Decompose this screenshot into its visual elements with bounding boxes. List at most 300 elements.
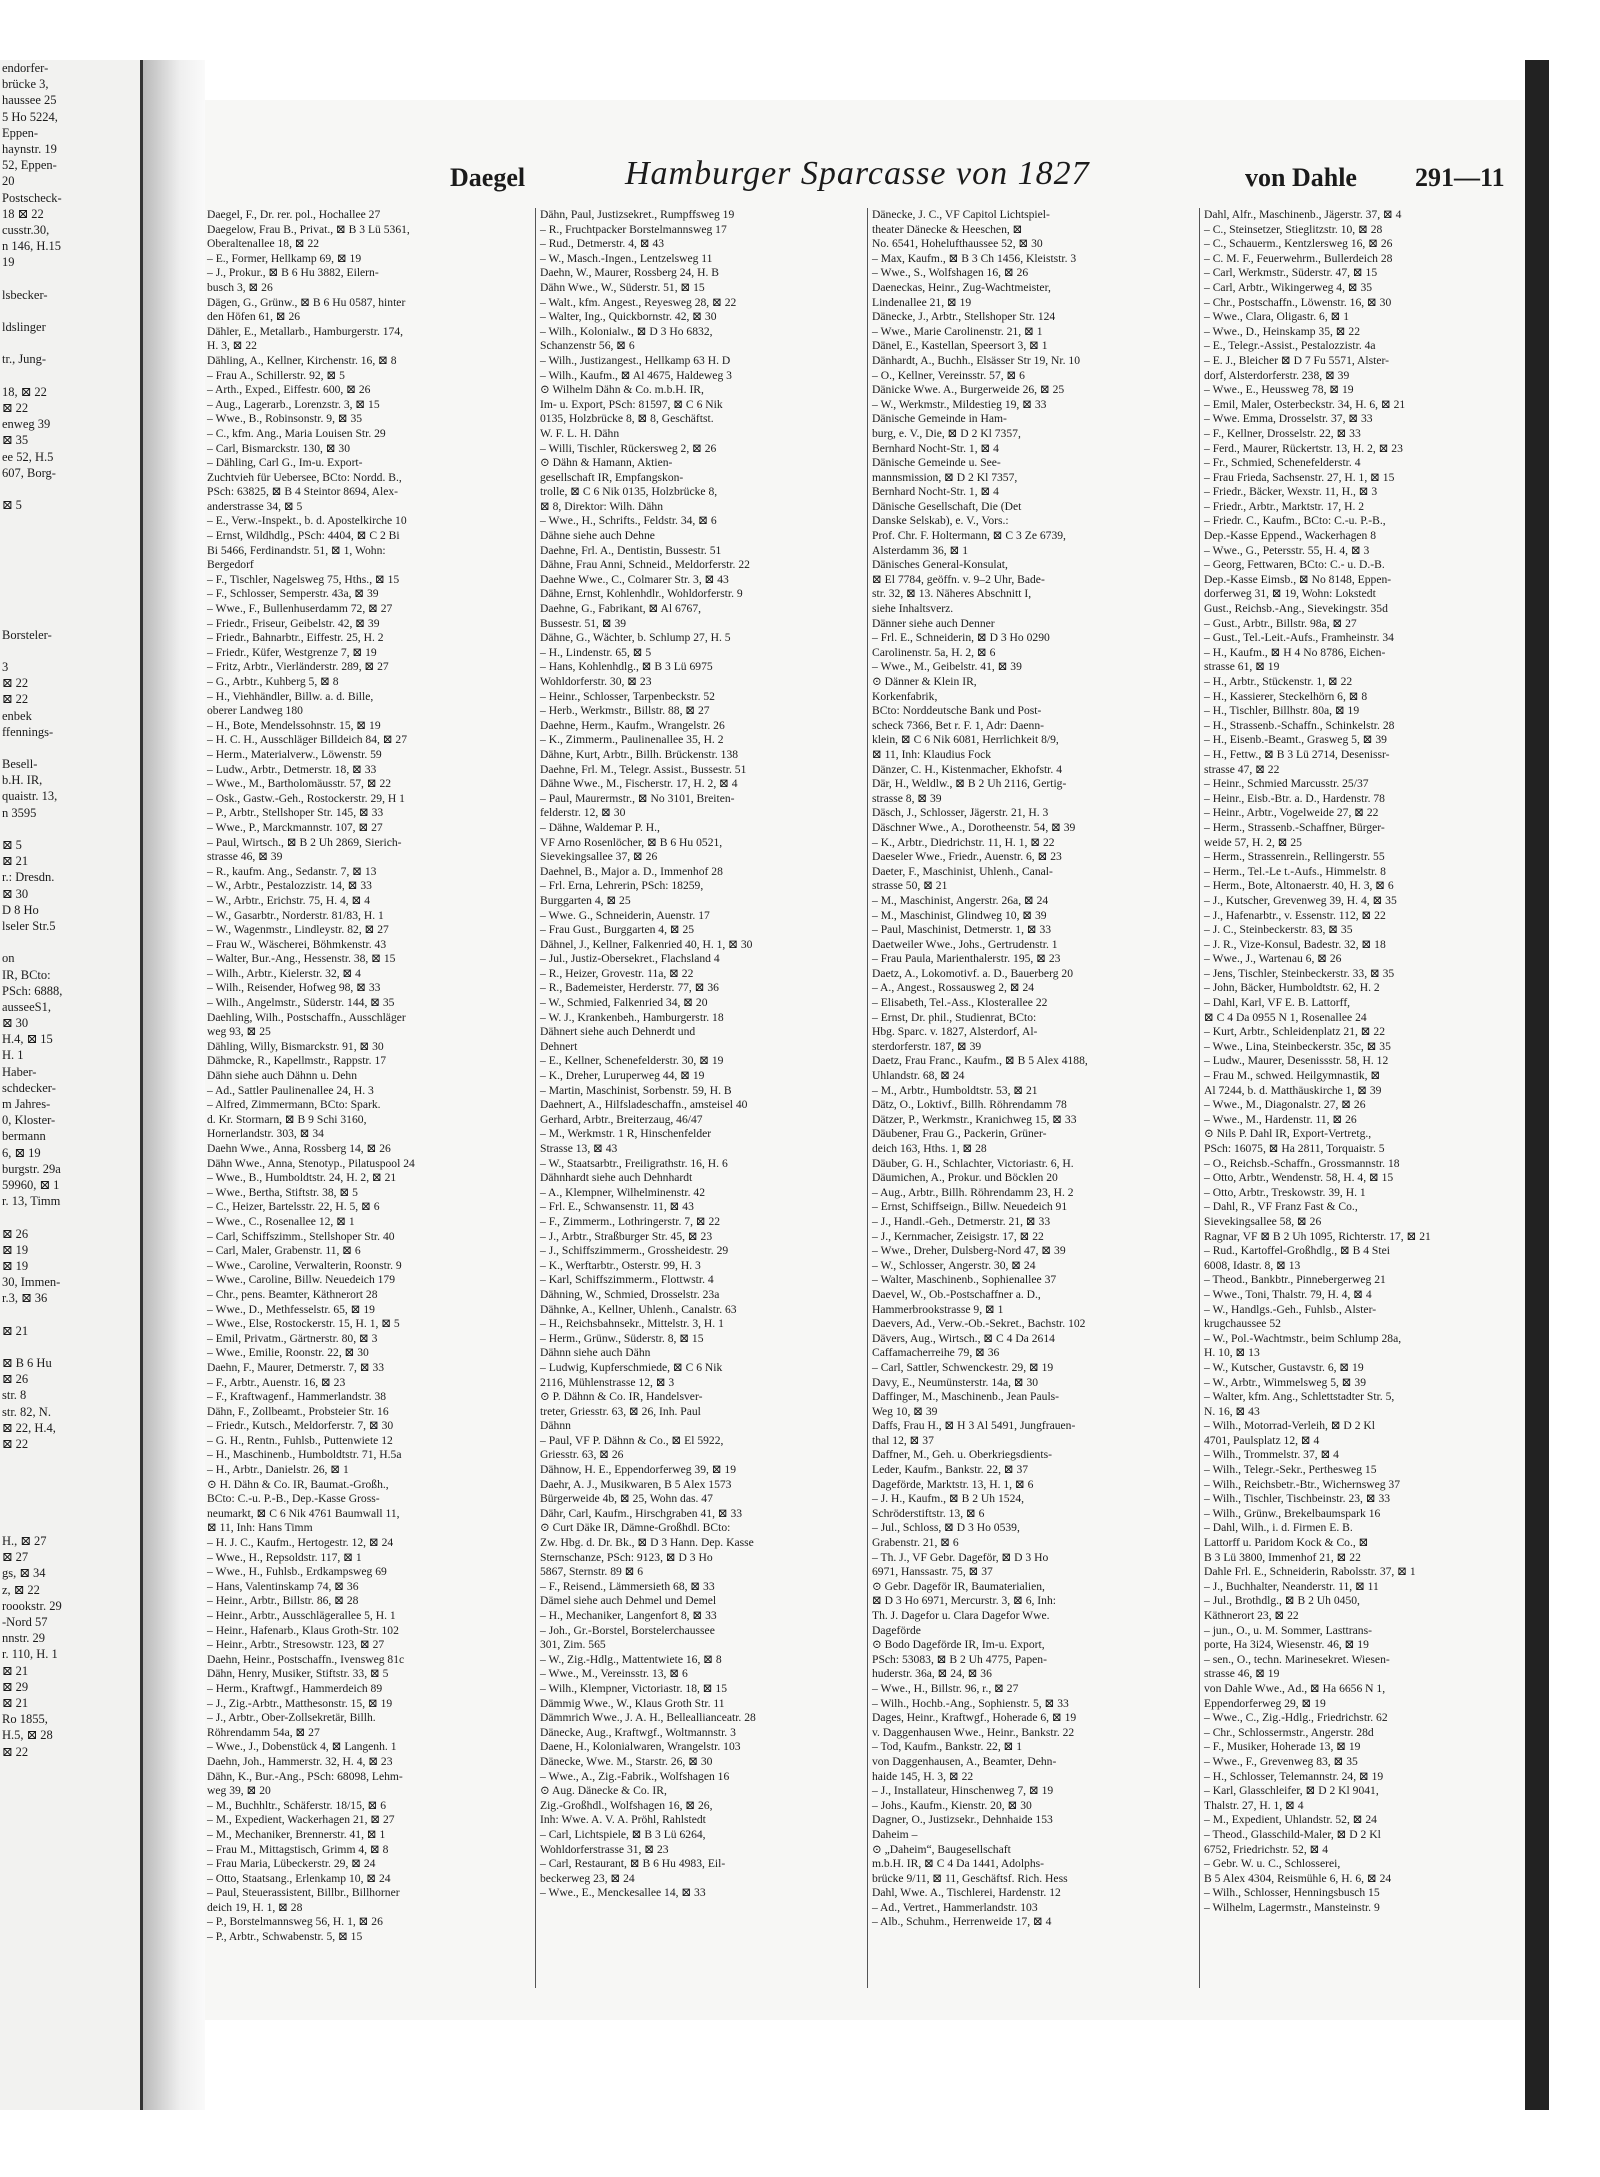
previous-page-fragment: H., ⊠ 27: [2, 1534, 47, 1549]
directory-entry-line: – H., Schlosser, Telemannstr. 24, ⊠ 19: [1204, 1769, 1384, 1783]
previous-page-fragment: lseler Str.5: [2, 918, 56, 933]
directory-entry-line: Dähnel, J., Kellner, Falkenried 40, H. 1, ⊠ 30: [540, 937, 753, 951]
directory-entry-line: scheck 7366, Bet r. F. 1, Adr: Daenn-: [872, 718, 1044, 732]
directory-entry-line: – Ludw., Maurer, Desenissstr. 58, H. 12: [1204, 1054, 1389, 1068]
previous-page-fragment: Postscheck-: [2, 190, 62, 205]
directory-entry-line: Uhlandstr. 68, ⊠ 24: [872, 1069, 965, 1083]
directory-entry-line: – Wilh., Schlosser, Henningsbusch 15: [1204, 1886, 1380, 1900]
directory-entry-line: – J., Handl.-Geh., Detmerstr. 21, ⊠ 33: [872, 1214, 1051, 1228]
directory-entry-line: ⊙ Gebr. Dageför IR, Baumaterialien,: [872, 1579, 1045, 1593]
directory-entry-line: – Wilh., Tischler, Tischbeinstr. 23, ⊠ 33: [1204, 1492, 1391, 1506]
directory-entry-line: – W., Schmied, Falkenried 34, ⊠ 20: [540, 996, 708, 1010]
directory-entry-line: – Fr., Schmied, Schenefelderstr. 4: [1204, 456, 1361, 470]
previous-page-fragment: [0, 1452, 140, 1468]
directory-entry-line: felderstr. 12, ⊠ 30: [540, 806, 626, 820]
directory-entry-line: Dages, Heinr., Kraftwgf., Hoherade 6, ⊠ 19: [872, 1711, 1077, 1725]
directory-entry-line: – H., Viehhändler, Billw. a. d. Bille,: [207, 689, 374, 703]
directory-entry-line: – Wwe., Dreher, Dulsberg-Nord 47, ⊠ 39: [872, 1244, 1066, 1258]
directory-entry-line: Daeter, F., Maschinist, Uhlenh., Canal-: [872, 864, 1053, 878]
previous-page-fragment: 5 Ho 5224,: [2, 109, 58, 124]
directory-entry-line: – Herm., Materialverw., Löwenstr. 59: [207, 747, 382, 761]
directory-entry-line: – R., Fruchtpacker Borstelmannsweg 17: [540, 222, 727, 236]
directory-entry-line: – O., Reichsb.-Schaffn., Grossmannstr. 18: [1204, 1156, 1400, 1170]
directory-entry-line: Bürgerweide 4b, ⊠ 25, Wohn das. 47: [540, 1492, 713, 1506]
directory-entry-line: – Dahl, Karl, VF E. B. Lattorff,: [1204, 996, 1351, 1010]
directory-entry-line: Daehn, Heinr., Postschaffn., Ivensweg 81c: [207, 1652, 405, 1666]
column-2: [538, 208, 863, 1988]
directory-entry-line: – J. H., Kaufm., ⊠ B 2 Uh 1524,: [872, 1492, 1025, 1506]
directory-entry-line: – F., Musiker, Hoherade 13, ⊠ 19: [1204, 1740, 1361, 1754]
directory-entry-line: – Willi, Tischler, Rückersweg 2, ⊠ 26: [540, 441, 717, 455]
directory-entry-line: W. F. L. H. Dähn: [540, 426, 620, 440]
previous-page-fragment: ⊠ 30: [2, 886, 29, 901]
directory-entry-line: Dähn, Paul, Justizsekret., Rumpffsweg 19: [540, 208, 735, 221]
column-divider: [1199, 208, 1200, 1988]
directory-entry-line: huderstr. 36a, ⊠ 24, ⊠ 36: [872, 1667, 992, 1681]
previous-page-fragment: PSch: 6888,: [2, 983, 63, 998]
directory-entry-line: – Frau Gust., Burggarten 4, ⊠ 25: [540, 923, 695, 937]
directory-entry-line: – Emil, Maler, Osterbeckstr. 34, H. 6, ⊠ 21: [1204, 397, 1406, 411]
previous-page-fragment: Borsteler-: [2, 627, 52, 642]
header-first-entry: Daegel: [450, 163, 526, 192]
directory-entry-line: PSch: 16075, ⊠ Ha 2811, Torquaistr. 5: [1204, 1142, 1385, 1155]
directory-entry-line: 0135, Holzbrücke 8, ⊠ 8, Geschäftst.: [540, 412, 714, 426]
directory-entry-line: Däsch, J., Schlosser, Jägerstr. 21, H. 3: [872, 806, 1049, 820]
directory-entry-line: – Jul., Justiz-Obersekret., Flachsland 4: [540, 952, 720, 966]
directory-entry-line: – W., Wagenmstr., Lindleystr. 82, ⊠ 27: [207, 923, 389, 937]
previous-page-fragment: 18 ⊠ 22: [2, 206, 44, 221]
directory-entry-line: Daehnert, A., Hilfsladeschaffn., amsteisel 40: [540, 1098, 748, 1112]
directory-entry-line: – W., Staatsarbtr., Freiligrathstr. 16, H. 6: [540, 1156, 728, 1170]
directory-entry-line: – Wilh., Justizangest., Hellkamp 63 H. D: [540, 353, 731, 367]
directory-entry-line: Daegel, F., Dr. rer. pol., Hochallee 27: [207, 208, 381, 221]
directory-entry-line: – Aug., Arbtr., Billh. Röhrendamm 23, H. 2: [872, 1185, 1074, 1199]
directory-entry-line: Dageförde, Marktstr. 13, H. 1, ⊠ 6: [872, 1477, 1034, 1491]
directory-entry-line: – Fritz, Arbtr., Vierländerstr. 289, ⊠ 27: [207, 660, 389, 674]
directory-entry-line: treter, Griesstr. 63, ⊠ 26, Inh. Paul: [540, 1404, 701, 1418]
previous-page-fragment: ⊠ 19: [2, 1258, 29, 1273]
directory-entry-line: Bernhard Nocht-Str. 1, ⊠ 4: [872, 485, 999, 499]
directory-entry-line: Dänhardt, A., Buchh., Elsässer Str 19, Nr. 10: [872, 353, 1081, 367]
directory-entry-line: gesellschaft IR, Empfangskon-: [540, 470, 684, 484]
previous-page-fragment: 20: [2, 174, 15, 189]
directory-entry-line: H. 10, ⊠ 13: [1204, 1346, 1260, 1360]
directory-entry-line: Dänisches General-Konsulat,: [872, 558, 1008, 572]
directory-entry-line: Im- u. Export, PSch: 81597, ⊠ C 6 Nik: [540, 397, 723, 411]
directory-entry-line: theater Dänecke & Heeschen, ⊠: [872, 222, 1023, 236]
directory-entry-line: Dähling, Willy, Bismarckstr. 91, ⊠ 30: [207, 1039, 384, 1053]
directory-entry-line: Dänecke, Aug., Kraftwgf., Woltmannstr. 3: [540, 1725, 736, 1739]
directory-entry-line: Eppendorferweg 29, ⊠ 19: [1204, 1696, 1326, 1710]
directory-entry-line: – Chr., Postschaffn., Löwenstr. 16, ⊠ 30: [1204, 295, 1392, 309]
directory-entry-line: – Wilhelm, Lagermstr., Mansteinstr. 9: [1204, 1900, 1380, 1914]
directory-entry-line: – W., Zig.-Hdlg., Mattentwiete 16, ⊠ 8: [540, 1652, 722, 1666]
previous-page-fragment: ⊠ 30: [2, 1016, 29, 1031]
directory-entry-line: – H., Fettw., ⊠ B 3 Lü 2714, Desenissr-: [1204, 747, 1390, 761]
directory-entry-line: – K., Werftarbtr., Osterstr. 99, H. 3: [540, 1258, 701, 1272]
directory-entry-line: – J., Schiffszimmerm., Grossheidestr. 29: [540, 1244, 729, 1258]
directory-entry-line: – Dahl, Wilh., i. d. Firmen E. B.: [1204, 1521, 1353, 1535]
directory-entry-line: – M., Mechaniker, Brennerstr. 41, ⊠ 1: [207, 1827, 386, 1841]
book-gutter: [143, 60, 205, 2110]
directory-entry-line: – Wwe., M., Diagonalstr. 27, ⊠ 26: [1204, 1098, 1366, 1112]
directory-entry-line: – J. C., Steinbeckerstr. 83, ⊠ 35: [1204, 923, 1353, 937]
directory-entry-line: 6971, Hanssastr. 75, ⊠ 37: [872, 1565, 993, 1579]
directory-entry-line: – C., kfm. Ang., Maria Louisen Str. 29: [207, 426, 386, 440]
directory-entry-line: – W., Handlgs.-Geh., Fuhlsb., Alster-: [1204, 1302, 1377, 1316]
directory-entry-line: – J., Kutscher, Grevenweg 39, H. 4, ⊠ 35: [1204, 893, 1397, 907]
previous-page-fragment: D 8 Ho: [2, 902, 39, 917]
directory-entry-line: Dähne, Frau Anni, Schneid., Meldorferstr. 22: [540, 558, 750, 572]
directory-entry-line: busch 3, ⊠ 26: [207, 280, 273, 294]
previous-page-fragment: 3: [2, 659, 9, 674]
directory-entry-line: beckerweg 23, ⊠ 24: [540, 1871, 635, 1885]
directory-entry-line: Dagner, O., Justizsekr., Dehnhaide 153: [872, 1813, 1053, 1827]
directory-entry-line: Dähnn siehe auch Dähn: [540, 1346, 651, 1360]
directory-entry-line: Th. J. Dagefor u. Clara Dagefor Wwe.: [872, 1609, 1050, 1622]
directory-entry-line: – Wilh., Reichsbetr.-Btr., Wichernsweg 37: [1204, 1477, 1401, 1491]
previous-page-fragment: 19: [2, 255, 15, 270]
directory-entry-line: – Frl. Erna, Lehrerin, PSch: 18259,: [540, 879, 704, 893]
directory-entry-line: – Wwe., H., Schrifts., Feldstr. 34, ⊠ 6: [540, 514, 717, 528]
directory-entry-line: Alsterdamm 36, ⊠ 1: [872, 543, 969, 557]
directory-entry-line: – Friedr., Arbtr., Marktstr. 17, H. 2: [1204, 499, 1365, 513]
directory-entry-line: – J., Installateur, Hinschenweg 7, ⊠ 19: [872, 1784, 1054, 1798]
directory-entry-line: Dähmcke, R., Kapellmstr., Rappstr. 17: [207, 1054, 387, 1068]
directory-entry-line: deich 19, H. 1, ⊠ 28: [207, 1900, 303, 1914]
directory-entry-line: Bernhard Nocht-Str. 1, ⊠ 4: [872, 441, 999, 455]
previous-page-fragment: r. 110, H. 1: [2, 1647, 58, 1662]
directory-entry-line: – O., Kellner, Vereinsstr. 57, ⊠ 6: [872, 368, 1025, 382]
directory-entry-line: Bi 5466, Ferdinandstr. 51, ⊠ 1, Wohn:: [207, 543, 386, 557]
directory-entry-line: – Jul., Brothdlg., ⊠ B 2 Uh 0450,: [1204, 1594, 1360, 1608]
previous-page-fragment: 6, ⊠ 19: [2, 1145, 41, 1160]
directory-entry-line: – C., Heizer, Bartelsstr. 22, H. 5, ⊠ 6: [207, 1200, 380, 1214]
directory-entry-line: – F., Arbtr., Auenstr. 16, ⊠ 23: [207, 1375, 346, 1389]
directory-entry-line: – K., Zimmerm., Paulinenallee 35, H. 2: [540, 733, 724, 747]
directory-entry-line: – Frl. E., Schneiderin, ⊠ D 3 Ho 0290: [872, 631, 1050, 645]
directory-entry-line: – Dähling, Carl G., Im-u. Export-: [207, 456, 363, 470]
directory-entry-line: – Wwe., G., Petersstr. 55, H. 4, ⊠ 3: [1204, 543, 1370, 557]
directory-entry-line: ⊠ 11, Inh: Klaudius Fock: [872, 747, 992, 761]
directory-entry-line: – Frau W., Wäscherei, Böhmkenstr. 43: [207, 937, 387, 951]
directory-entry-line: 4701, Paulsplatz 12, ⊠ 4: [1204, 1433, 1320, 1447]
directory-entry-line: Dävers, Aug., Wirtsch., ⊠ C 4 Da 2614: [872, 1331, 1055, 1345]
directory-entry-line: Dähn Wwe., Anna, Stenotyp., Pilatuspool 24: [207, 1156, 415, 1170]
directory-entry-line: Weg 10, ⊠ 39: [872, 1404, 938, 1418]
previous-page-fragment: [0, 335, 140, 351]
directory-entry-line: – Otto, Arbtr., Wendenstr. 58, H. 4, ⊠ 15: [1204, 1171, 1394, 1185]
previous-page-fragment: r.: Dresdn.: [2, 870, 55, 885]
directory-entry-line: deich 163, Hths. 1, ⊠ 28: [872, 1142, 987, 1155]
directory-entry-line: klein, ⊠ C 6 Nik 6081, Herrlichkeit 8/9,: [872, 733, 1059, 747]
directory-entry-line: ⊙ P. Dähnn & Co. IR, Handelsver-: [540, 1390, 703, 1404]
directory-entry-line: Daheim –: [872, 1827, 918, 1841]
directory-entry-line: – Jens, Tischler, Steinbeckerstr. 33, ⊠ 35: [1204, 966, 1395, 980]
directory-entry-line: Dähler, E., Metallarb., Hamburgerstr. 174,: [207, 324, 404, 338]
directory-entry-line: – Wilh., Angelmstr., Süderstr. 144, ⊠ 35: [207, 996, 395, 1010]
directory-entry-line: Dänische Gemeinde in Ham-: [872, 412, 1007, 426]
directory-entry-line: Dähn siehe auch Dähnn u. Dehn: [207, 1069, 358, 1083]
directory-entry-line: – Jul., Schloss, ⊠ D 3 Ho 0539,: [872, 1521, 1020, 1535]
previous-page-edge: [0, 60, 143, 2110]
directory-entry-line: – W., Masch.-Ingen., Lentzelsweg 11: [540, 251, 713, 265]
directory-entry-line: Käthnerort 23, ⊠ 22: [1204, 1609, 1299, 1622]
directory-entry-line: – Wilh., Grünw., Brekelbaumspark 16: [1204, 1506, 1381, 1520]
directory-entry-line: – F., Kellner, Drosselstr. 22, ⊠ 33: [1204, 426, 1361, 440]
directory-entry-line: – Ernst, Schiffseign., Billw. Neuedeich 91: [872, 1200, 1068, 1214]
directory-entry-line: ⊠ C 4 Da 0955 N 1, Rosenallee 24: [1204, 1010, 1367, 1024]
previous-page-fragment: ⊠ 29: [2, 1679, 29, 1694]
directory-entry-line: Griesstr. 63, ⊠ 26: [540, 1448, 624, 1462]
directory-entry-line: – E., Telegr.-Assist., Pestalozzistr. 4a: [1204, 339, 1376, 353]
directory-entry-line: anderstrasse 34, ⊠ 5: [207, 499, 303, 513]
directory-entry-line: – Wwe., Lina, Steinbeckerstr. 35c, ⊠ 35: [1204, 1039, 1391, 1053]
directory-entry-line: – M., Expedient, Uhlandstr. 52, ⊠ 24: [1204, 1813, 1377, 1827]
directory-entry-line: Daetz, Frau Franc., Kaufm., ⊠ B 5 Alex 4188,: [872, 1054, 1088, 1068]
previous-page-fragment: 52, Eppen-: [2, 158, 57, 173]
previous-page-fragment: [0, 303, 140, 319]
directory-entry-line: – Carl, Sattler, Schwenckestr. 29, ⊠ 19: [872, 1360, 1054, 1374]
directory-entry-line: Dähne, G., Wächter, b. Schlump 27, H. 5: [540, 631, 731, 645]
directory-entry-line: Röhrendamm 54a, ⊠ 27: [207, 1725, 320, 1739]
directory-entry-line: Dähnn: [540, 1419, 571, 1433]
directory-entry-line: – Emil, Privatm., Gärtnerstr. 80, ⊠ 3: [207, 1331, 378, 1345]
directory-entry-line: – Herm., Strassenb.-Schaffner, Bürger-: [1204, 820, 1385, 834]
directory-entry-line: – Wwe., M., Geibelstr. 41, ⊠ 39: [872, 660, 1022, 674]
directory-entry-line: – G., Arbtr., Kuhberg 5, ⊠ 8: [207, 675, 339, 688]
directory-entry-line: burg, e. V., Die, ⊠ D 2 Kl 7357,: [872, 426, 1021, 440]
directory-entry-line: – Wwe. G., Schneiderin, Auenstr. 17: [540, 908, 710, 922]
directory-entry-line: – Kurt, Arbtr., Schleidenplatz 21, ⊠ 22: [1204, 1025, 1386, 1039]
directory-entry-line: von Daggenhausen, A., Beamter, Dehn-: [872, 1754, 1057, 1768]
directory-entry-line: – C. M. F., Feuerwehrm., Bullerdeich 28: [1204, 251, 1393, 265]
previous-page-fragment: schdecker-: [2, 1080, 56, 1095]
directory-entry-line: Thalstr. 27, H. 1, ⊠ 4: [1204, 1798, 1304, 1812]
directory-entry-line: – Dahl, R., VF Franz Fast & Co.,: [1204, 1200, 1358, 1214]
directory-entry-line: – F., Tischler, Nagelsweg 75, Hths., ⊠ 15: [207, 572, 400, 586]
directory-entry-line: – Wwe., J., Dobenstück 4, ⊠ Langenh. 1: [207, 1740, 397, 1754]
directory-entry-line: – Wwe., B., Robinsonstr. 9, ⊠ 35: [207, 412, 363, 426]
directory-entry-line: – Wwe., M., Hardenstr. 11, ⊠ 26: [1204, 1112, 1357, 1126]
directory-entry-line: – Wwe., Marie Carolinenstr. 21, ⊠ 1: [872, 324, 1043, 338]
directory-entry-line: strasse 8, ⊠ 39: [872, 791, 942, 805]
previous-page-fragment: [0, 1517, 140, 1533]
directory-entry-line: – Wwe., Else, Rostockerstr. 15, H. 1, ⊠ 5: [207, 1317, 400, 1331]
directory-entry-line: ⊙ Wilhelm Dähn & Co. m.b.H. IR,: [540, 383, 704, 397]
directory-entry-line: Daene, H., Kolonialwaren, Wrangelstr. 103: [540, 1740, 741, 1754]
directory-entry-line: – H., Lindenstr. 65, ⊠ 5: [540, 645, 652, 659]
directory-entry-line: – Frau Frieda, Sachsenstr. 27, H. 1, ⊠ 15: [1204, 470, 1395, 484]
directory-entry-line: 5867, Sternstr. 89 ⊠ 6: [540, 1565, 644, 1579]
directory-entry-line: weide 57, H. 2, ⊠ 25: [1204, 835, 1302, 849]
directory-entry-line: – Wilh., Trommelstr. 37, ⊠ 4: [1204, 1448, 1339, 1462]
directory-entry-line: Där, H., Weldlw., ⊠ B 2 Uh 2116, Gertig-: [872, 777, 1067, 791]
directory-entry-line: krugchaussee 52: [1204, 1317, 1281, 1331]
directory-entry-line: Dänecke, Wwe. M., Starstr. 26, ⊠ 30: [540, 1754, 713, 1768]
directory-entry-line: – Wwe., H., Billstr. 96, r., ⊠ 27: [872, 1681, 1019, 1695]
directory-entry-line: – Friedr., Friseur, Geibelstr. 42, ⊠ 39: [207, 616, 380, 630]
directory-entry-line: – Wilh., Klempner, Victoriastr. 18, ⊠ 15: [540, 1681, 728, 1695]
directory-entry-line: Hammerbrookstrasse 9, ⊠ 1: [872, 1302, 1004, 1316]
directory-entry-line: – Wwe., C., Zig.-Hdlg., Friedrichstr. 62: [1204, 1711, 1388, 1725]
directory-entry-line: – Herm., Kraftwgf., Hammerdeich 89: [207, 1681, 383, 1695]
directory-entry-line: – W., Gasarbtr., Norderstr. 81/83, H. 1: [207, 908, 384, 922]
previous-page-fragment: ⊠ B 6 Hu: [2, 1356, 52, 1370]
previous-page-fragment: haussee 25: [2, 93, 57, 108]
previous-page-fragment: [0, 546, 140, 562]
directory-entry-line: – F., Zimmerm., Lothringerstr. 7, ⊠ 22: [540, 1214, 721, 1228]
header-advertisement: Hamburger Sparcasse von 1827: [625, 155, 1090, 192]
directory-entry-line: – J., Kernmacher, Zeisigstr. 17, ⊠ 22: [872, 1229, 1044, 1243]
directory-entry-line: von Dahle Wwe., Ad., ⊠ Ha 6656 N 1,: [1204, 1681, 1386, 1695]
directory-entry-line: – Carl, Schiffszimm., Stellshoper Str. 40: [207, 1229, 395, 1243]
directory-entry-line: – W., Arbtr., Pestalozzistr. 14, ⊠ 33: [207, 879, 372, 893]
directory-entry-line: Lattorff u. Paridom Kock & Co., ⊠: [1204, 1536, 1369, 1550]
directory-page: [205, 100, 1525, 2020]
directory-entry-line: – Ernst, Wildhdlg., PSch: 4404, ⊠ C 2 Bi: [207, 529, 400, 543]
directory-entry-line: Wohldorferstr. 30, ⊠ 23: [540, 675, 652, 688]
directory-entry-line: – Paul, Maschinist, Detmerstr. 1, ⊠ 33: [872, 923, 1052, 937]
directory-entry-line: – Heinr., Arbtr., Stresowstr. 123, ⊠ 27: [207, 1638, 385, 1652]
previous-page-fragment: [0, 1339, 140, 1355]
directory-entry-line: – E., Verw.-Inspekt., b. d. Apostelkirche 10: [207, 514, 407, 528]
directory-entry-line: – Dähne, Waldemar P. H.,: [540, 820, 660, 834]
directory-entry-line: – H., Maschinenb., Humboldtstr. 71, H.5a: [207, 1448, 402, 1462]
directory-entry-line: – Gust., Arbtr., Billstr. 98a, ⊠ 27: [1204, 616, 1357, 630]
directory-entry-line: – W., Werkmstr., Mildestieg 19, ⊠ 33: [872, 397, 1047, 411]
directory-entry-line: ⊙ Curt Däke IR, Dämne-Großhdl. BCto:: [540, 1521, 731, 1535]
directory-entry-line: Daeseler Wwe., Friedr., Auenstr. 6, ⊠ 23: [872, 850, 1062, 864]
previous-page-fragment: quaistr. 13,: [2, 789, 58, 804]
directory-entry-line: – Wwe., S., Wolfshagen 16, ⊠ 26: [872, 266, 1029, 280]
previous-page-fragment: [0, 1306, 140, 1322]
directory-entry-line: – Herb., Werkmstr., Billstr. 88, ⊠ 27: [540, 704, 710, 718]
previous-page-fragment: ⊠ 19: [2, 1242, 29, 1257]
directory-entry-line: Däumichen, A., Prokur. und Böcklen 20: [872, 1171, 1058, 1185]
previous-page-fragment: [0, 1468, 140, 1484]
directory-entry-line: – Wwe., Emilie, Roonstr. 22, ⊠ 30: [207, 1346, 369, 1360]
directory-entry-line: – Alfred, Zimmermann, BCto: Spark.: [207, 1098, 381, 1112]
previous-page-fragment: tr., Jung-: [2, 352, 47, 367]
directory-entry-line: ⊠ El 7784, geöffn. v. 9–2 Uhr, Bade-: [872, 572, 1045, 586]
directory-entry-line: – Hans, Kohlenhdlg., ⊠ B 3 Lü 6975: [540, 660, 713, 674]
directory-entry-line: – Wwe., Caroline, Verwalterin, Roonstr. 9: [207, 1258, 402, 1272]
directory-entry-line: strasse 46, ⊠ 39: [207, 850, 283, 864]
previous-page-fragment: ffennings-: [2, 724, 54, 739]
directory-entry-line: – J., Arbtr., Straßburger Str. 45, ⊠ 23: [540, 1229, 713, 1243]
directory-entry-line: – Wwe., M., Bartholomäusstr. 57, ⊠ 22: [207, 777, 392, 791]
directory-entry-line: ⊙ Bodo Dageförde IR, Im-u. Export,: [872, 1638, 1045, 1652]
directory-entry-line: – Frl. E., Schwansenstr. 11, ⊠ 43: [540, 1200, 694, 1214]
directory-entry-line: Zw. Hbg. d. Dr. Bk., ⊠ D 3 Hann. Dep. Kasse: [540, 1536, 754, 1550]
directory-entry-line: Dahl, Wwe. A., Tischlerei, Hardenstr. 12: [872, 1886, 1061, 1900]
directory-entry-line: ⊙ „Daheim“, Baugesellschaft: [872, 1842, 1011, 1856]
previous-page-fragment: ee 52, H.5: [2, 449, 54, 464]
directory-entry-line: – E., Former, Hellkamp 69, ⊠ 19: [207, 251, 362, 265]
previous-page-fragment: Haber-: [2, 1064, 37, 1079]
previous-page-fragment: enweg 39: [2, 417, 51, 432]
directory-entry-line: Däschner Wwe., A., Dorotheenstr. 54, ⊠ 39: [872, 820, 1076, 834]
previous-page-fragment: 30, Immen-: [2, 1275, 61, 1290]
directory-entry-line: – H., Mechaniker, Langenfort 8, ⊠ 33: [540, 1609, 717, 1622]
directory-entry-line: – F., Schlosser, Semperstr. 43a, ⊠ 39: [207, 587, 379, 601]
directory-entry-line: – Heinr., Eisb.-Btr. a. D., Hardenstr. 78: [1204, 791, 1385, 805]
previous-page-fragment: nnstr. 29: [2, 1631, 46, 1646]
directory-entry-line: Dähn, Henry, Musiker, Stiftstr. 33, ⊠ 5: [207, 1667, 389, 1681]
directory-entry-line: Dähn Wwe., W., Süderstr. 51, ⊠ 15: [540, 280, 705, 294]
directory-entry-line: ⊙ Aug. Dänecke & Co. IR,: [540, 1784, 667, 1798]
directory-entry-line: ⊠ 8, Direktor: Wilh. Dähn: [540, 499, 664, 513]
directory-entry-line: – H., Tischler, Billhstr. 80a, ⊠ 19: [1204, 704, 1360, 718]
directory-entry-line: – Wwe., A., Zig.-Fabrik., Wolfshagen 16: [540, 1769, 730, 1783]
previous-page-fragment: enbek: [2, 708, 32, 723]
previous-page-fragment: ⊠ 21: [2, 1323, 29, 1338]
directory-entry-line: – Ludw., Arbtr., Detmerstr. 18, ⊠ 33: [207, 762, 377, 776]
directory-entry-line: Dahl, Alfr., Maschinenb., Jägerstr. 37, ⊠ 4: [1204, 208, 1402, 221]
directory-entry-line: – E. J., Bleicher ⊠ D 7 Fu 5571, Alster-: [1204, 353, 1389, 367]
previous-page-fragment: ⊠ 5: [2, 838, 22, 852]
directory-entry-line: Dämmrich Wwe., J. A. H., Belleallianceatr. 28: [540, 1711, 756, 1725]
directory-entry-line: Dähne siehe auch Dehne: [540, 529, 655, 543]
directory-entry-line: – H., Kaufm., ⊠ H 4 No 8786, Eichen-: [1204, 645, 1386, 659]
directory-entry-line: Dänel, E., Kastellan, Speersort 3, ⊠ 1: [872, 339, 1048, 353]
directory-entry-line: – Tod, Kaufm., Bankstr. 22, ⊠ 1: [872, 1740, 1023, 1754]
directory-entry-line: – R., kaufm. Ang., Sedanstr. 7, ⊠ 13: [207, 864, 377, 878]
directory-entry-line: Gust., Reichsb.-Ang., Sievekingstr. 35d: [1204, 602, 1388, 616]
directory-entry-line: – H., Arbtr., Danielstr. 26, ⊠ 1: [207, 1463, 349, 1477]
directory-entry-line: PSch: 63825, ⊠ B 4 Steintor 8694, Alex-: [207, 485, 399, 499]
previous-page-fragment: Eppen-: [2, 125, 39, 140]
directory-entry-line: Däubener, Frau G., Packerin, Grüner-: [872, 1127, 1047, 1141]
directory-entry-line: – Wwe., F., Grevenweg 83, ⊠ 35: [1204, 1754, 1358, 1768]
previous-page-fragment: ⊠ 22: [2, 1436, 29, 1451]
directory-entry-line: Daegelow, Frau B., Privat., ⊠ B 3 Lü 5361,: [207, 222, 410, 236]
directory-entry-line: – Karl, Schiffszimmerm., Flottwstr. 4: [540, 1273, 714, 1287]
directory-entry-line: Dägen, G., Grünw., ⊠ B 6 Hu 0587, hinter: [207, 295, 406, 309]
directory-entry-line: – Herm., Strassenrein., Rellingerstr. 55: [1204, 850, 1385, 864]
directory-entry-line: Schröderstiftstr. 13, ⊠ 6: [872, 1506, 985, 1520]
previous-page-fragment: ⊠ 27: [2, 1550, 29, 1565]
previous-page-fragment: ⊠ 5: [2, 498, 22, 513]
directory-entry-line: siehe Inhaltsverz.: [872, 602, 954, 616]
directory-entry-line: strasse 61, ⊠ 19: [1204, 660, 1280, 674]
directory-entry-line: – Wwe., C., Rosenallee 12, ⊠ 1: [207, 1214, 355, 1228]
directory-entry-line: – K., Dreher, Luruperweg 44, ⊠ 19: [540, 1069, 705, 1083]
previous-page-fragment: H.5, ⊠ 28: [2, 1728, 53, 1743]
previous-page-fragment: on: [2, 951, 15, 966]
previous-page-fragment: [0, 1209, 140, 1225]
previous-page-fragment: ⊠ 35: [2, 433, 29, 448]
directory-entry-line: oberer Landweg 180: [207, 704, 303, 718]
directory-entry-line: – P., Arbtr., Stellshoper Str. 145, ⊠ 33: [207, 806, 384, 820]
directory-entry-line: – H., Eisenb.-Beamt., Grasweg 5, ⊠ 39: [1204, 733, 1387, 747]
directory-entry-line: – Heinr., Schlosser, Tarpenbeckstr. 52: [540, 689, 715, 703]
directory-entry-line: Hbg. Sparc. v. 1827, Alsterdorf, Al-: [872, 1025, 1038, 1039]
directory-entry-line: – Martin, Maschinist, Sorbenstr. 59, H. B: [540, 1083, 732, 1097]
directory-entry-line: Dätzer, P., Werkmstr., Kranichweg 15, ⊠ 33: [872, 1112, 1077, 1126]
directory-entry-line: Dep.-Kasse Eppend., Wackerhagen 8: [1204, 529, 1377, 543]
directory-entry-line: Dänicke Wwe. A., Burgerweide 26, ⊠ 25: [872, 383, 1065, 397]
directory-entry-line: – Carl, Lichtspiele, ⊠ B 3 Lü 6264,: [540, 1827, 706, 1841]
previous-page-fragment: 0, Kloster-: [2, 1113, 56, 1128]
directory-entry-line: str. 32, ⊠ 13. Näheres Abschnitt I,: [872, 587, 1032, 601]
directory-entry-line: ⊠ D 3 Ho 6971, Mercurstr. 3, ⊠ 6, Inh:: [872, 1594, 1056, 1608]
directory-entry-line: – H., Reichsbahnsekr., Mittelstr. 3, H. 1: [540, 1317, 724, 1331]
directory-entry-line: Ragnar, VF ⊠ B 2 Uh 1095, Richterstr. 17, ⊠ 21: [1204, 1229, 1431, 1243]
directory-entry-line: – C., Schauerm., Kentzlersweg 16, ⊠ 26: [1204, 237, 1393, 251]
directory-entry-line: – Johs., Kaufm., Kienstr. 20, ⊠ 30: [872, 1798, 1032, 1812]
